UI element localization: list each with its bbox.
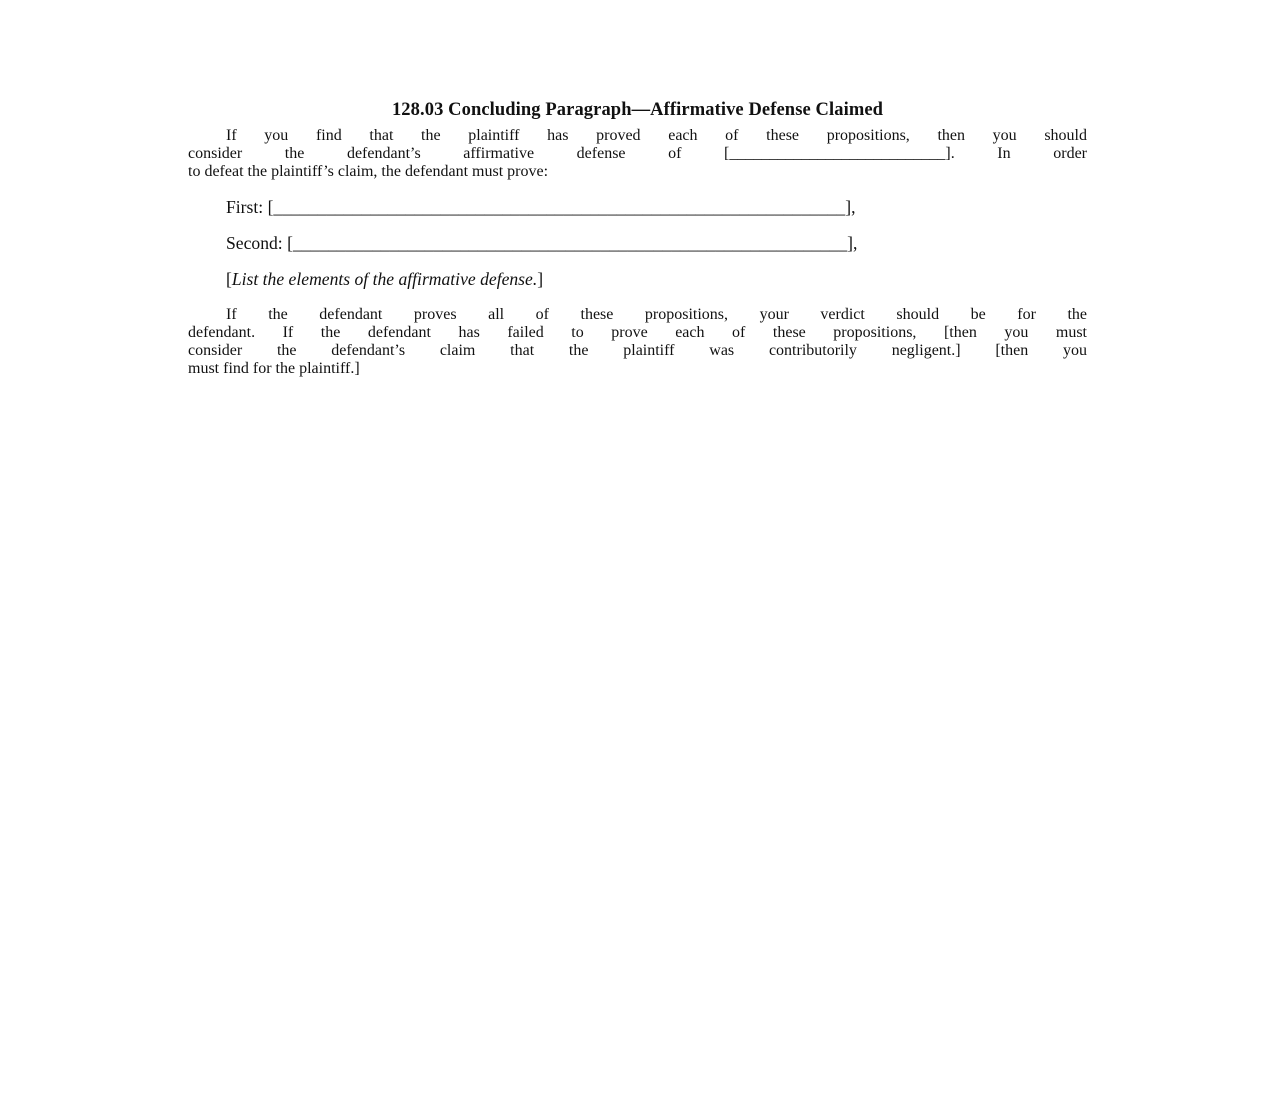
closing-line-2: defendant. If the defendant has failed to prove each of these propositions, [then you must: [188, 324, 1087, 341]
element-first-blank: [_________________________________________________________________],: [267, 197, 856, 217]
section-title: 128.03 Concluding Paragraph—Affirmative Defense Claimed: [391, 100, 884, 120]
closing-paragraph: [188, 306, 1087, 378]
note-open-bracket: [: [226, 269, 232, 289]
element-second-blank: [_______________________________________________________________],: [287, 233, 858, 253]
intro-line-1: If you find that the plaintiff has proved each of these propositions, then you should: [226, 127, 1087, 144]
element-second: [188, 234, 1087, 253]
element-first-label: First:: [226, 197, 264, 217]
intro-line-3: to defeat the plaintiff’s claim, the defendant must prove:: [188, 163, 549, 180]
element-first: [188, 198, 1087, 217]
note-close-bracket: ]: [537, 269, 544, 289]
closing-line-1: If the defendant proves all of these propositions, your verdict should be for the: [226, 306, 1087, 323]
intro-line-2: consider the defendant’s affirmative defense of [___________________________]. In order: [188, 145, 1087, 162]
intro-paragraph: [188, 127, 1087, 181]
instruction-note: [188, 270, 1087, 289]
note-italic-text: List the elements of the affirmative defense.: [231, 269, 538, 289]
document-page: [188, 99, 1087, 378]
closing-line-3: consider the defendant’s claim that the plaintiff was contributorily negligent.] [then you: [188, 342, 1087, 359]
element-second-label: Second:: [226, 233, 283, 253]
closing-line-4: must find for the plaintiff.]: [188, 360, 360, 377]
